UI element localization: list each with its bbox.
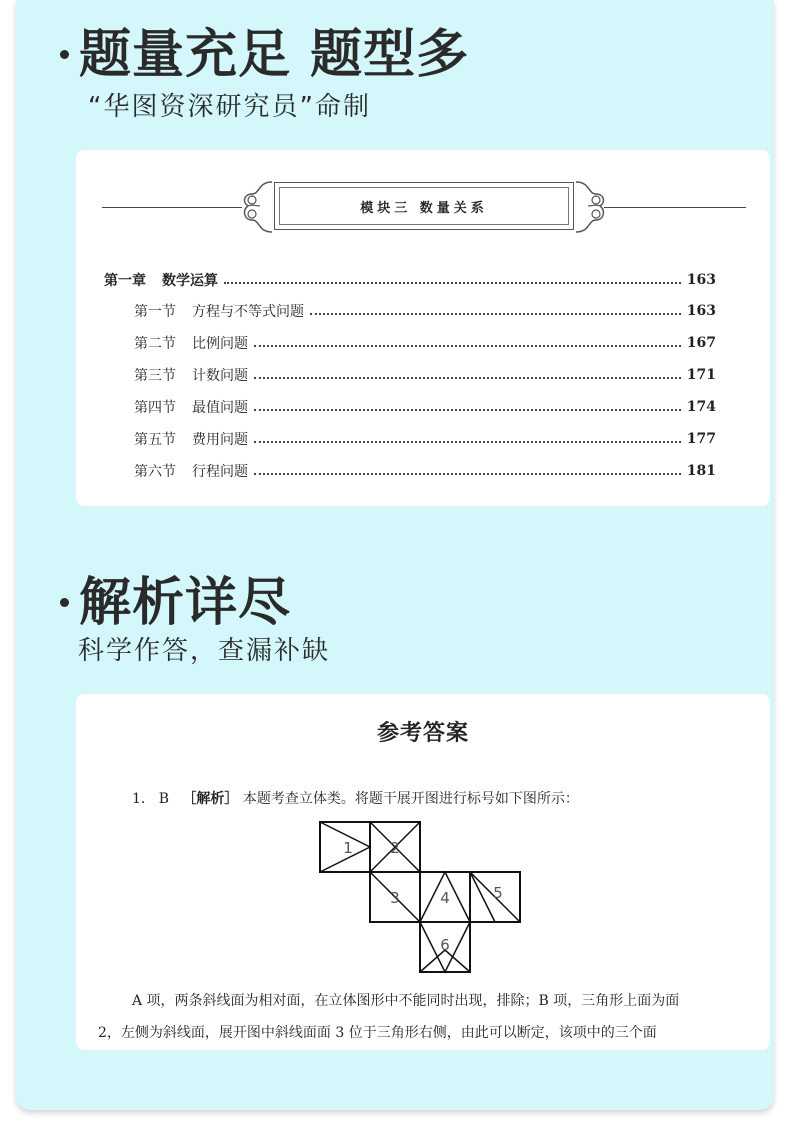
section-title: 最值问题	[192, 400, 248, 416]
question-number: 1.	[132, 791, 146, 807]
heading-text: 题量充足 题型多	[79, 25, 470, 85]
page-number: 163	[686, 272, 716, 288]
chapter-title: 数学运算	[162, 273, 218, 289]
analysis-paragraph-1: A 项，两条斜线面为相对面，在立体图形中不能同时出现，排除；B 项，三角形上面为面	[132, 993, 680, 1009]
heading-text: 解析详尽	[79, 573, 292, 633]
bullet-dot	[60, 50, 69, 59]
section-name	[134, 397, 248, 417]
section-title: 比例问题	[192, 336, 248, 352]
toc-section-row[interactable]	[134, 365, 716, 385]
section-label: 第四节	[134, 400, 176, 416]
section-label: 第三节	[134, 368, 176, 384]
section-label: 第五节	[134, 432, 176, 448]
banner-line-left	[102, 207, 242, 208]
section-label: 第六节	[134, 464, 176, 480]
net-label-1: 1	[343, 839, 353, 857]
chapter-name	[104, 270, 218, 290]
toc-section-row[interactable]	[134, 461, 716, 481]
section-heading-questions	[60, 12, 469, 87]
cloud-ornament-right-icon	[574, 178, 610, 236]
section-subtitle-questions: “华图资深研究员”命制	[88, 92, 371, 122]
toc-chapter-row[interactable]	[104, 270, 716, 290]
net-label-3: 3	[390, 889, 400, 907]
toc-section-row[interactable]	[134, 429, 716, 449]
page-number: 181	[686, 463, 716, 479]
analysis-tag: ［解析］	[182, 791, 239, 807]
section-title: 费用问题	[192, 432, 248, 448]
answer-card	[76, 694, 770, 1050]
page-number: 171	[686, 367, 716, 383]
dot-leader	[254, 473, 681, 475]
section-title: 方程与不等式问题	[192, 304, 304, 320]
net-label-2: 2	[390, 839, 400, 857]
toc-section-row[interactable]	[134, 301, 716, 321]
module-title: 模块三 数量关系	[360, 201, 488, 216]
dot-leader	[224, 282, 681, 284]
chapter-label: 第一章	[104, 273, 146, 289]
toc-section-row[interactable]	[134, 397, 716, 417]
toc-section-row[interactable]	[134, 333, 716, 353]
cloud-ornament-left-icon	[238, 178, 274, 236]
net-label-6: 6	[440, 936, 450, 954]
analysis-paragraph-2: 2，左侧为斜线面，展开图中斜线面面 3 位于三角形右侧，由此可以断定，该项中的三个面	[98, 1025, 657, 1041]
dot-leader	[310, 313, 681, 315]
toc-card	[76, 150, 770, 506]
question-text: 本题考查立体类。将题干展开图进行标号如下图所示：	[242, 791, 579, 807]
module-banner	[274, 182, 574, 230]
dot-leader	[254, 409, 681, 411]
dot-leader	[254, 345, 681, 347]
section-name	[134, 301, 304, 321]
section-name	[134, 461, 248, 481]
section-name	[134, 429, 248, 449]
section-label: 第一节	[134, 304, 176, 320]
page-number: 163	[686, 303, 716, 319]
section-subtitle-analysis: 科学作答，查漏补缺	[78, 636, 331, 666]
section-heading-analysis	[60, 560, 291, 635]
section-label: 第二节	[134, 336, 176, 352]
section-title: 行程问题	[192, 464, 248, 480]
net-label-5: 5	[493, 884, 503, 902]
section-name	[134, 365, 248, 385]
banner-line-right	[604, 207, 746, 208]
answer-title: 参考答案	[376, 720, 469, 746]
bullet-dot	[60, 598, 69, 607]
question-answer: B	[158, 791, 170, 807]
page-number: 167	[686, 335, 716, 351]
section-title: 计数问题	[192, 368, 248, 384]
dot-leader	[254, 377, 681, 379]
page-number: 177	[686, 431, 716, 447]
page-number: 174	[686, 399, 716, 415]
cube-net-diagram	[318, 820, 530, 978]
net-label-4: 4	[440, 889, 450, 907]
background-panel	[16, 0, 774, 1110]
section-name	[134, 333, 248, 353]
question-line	[132, 788, 579, 808]
dot-leader	[254, 441, 681, 443]
